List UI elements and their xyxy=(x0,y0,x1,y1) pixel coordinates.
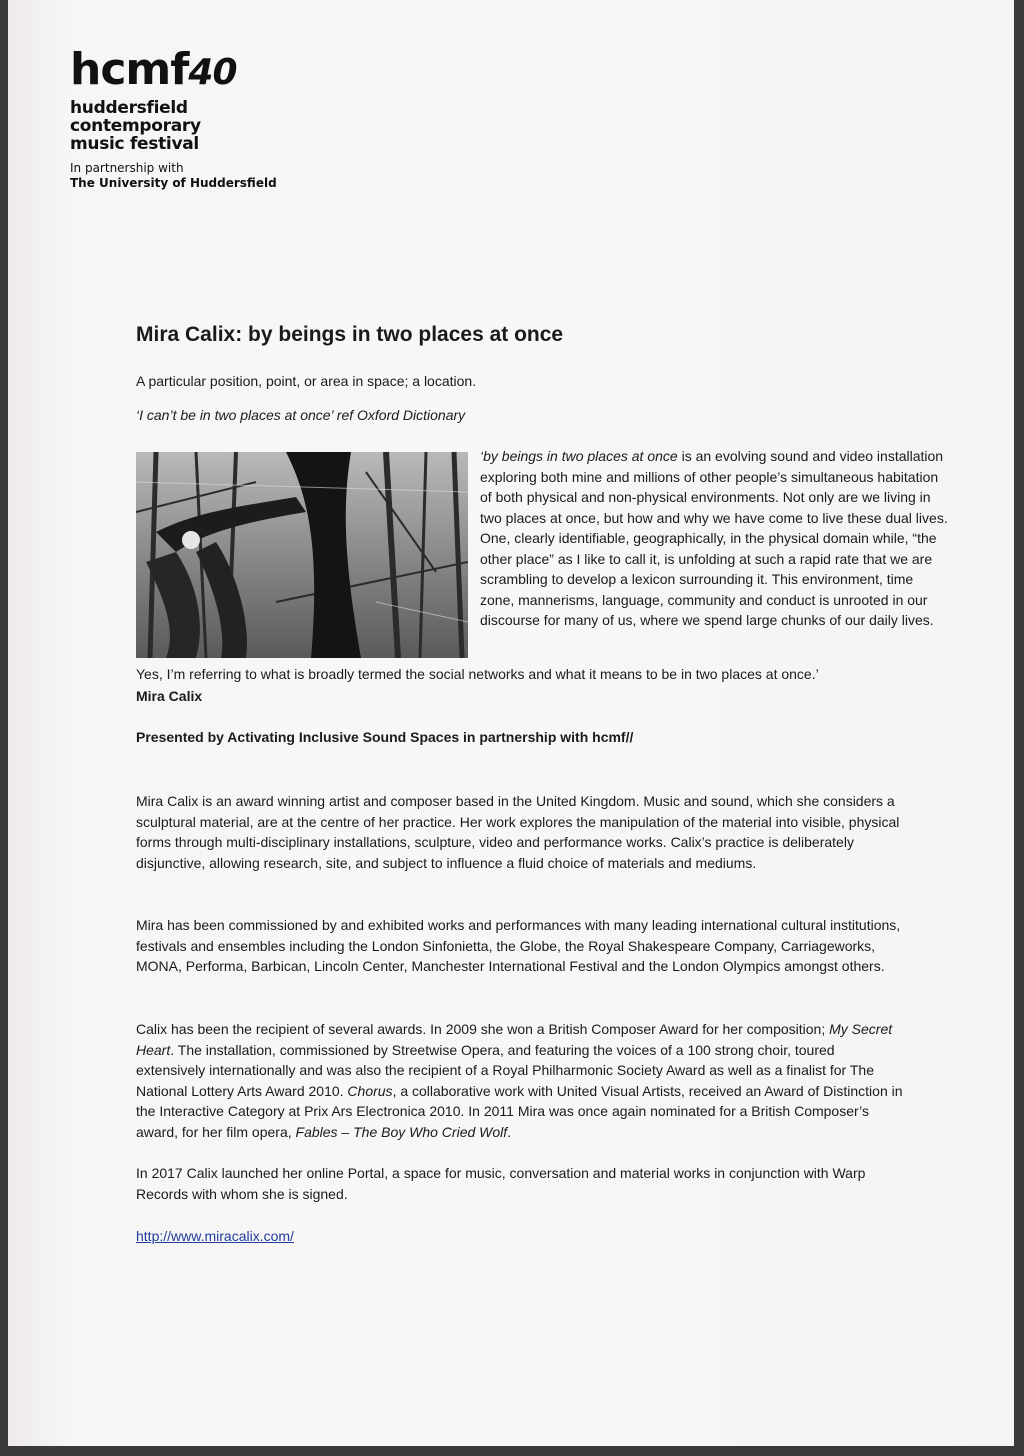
logo-line-2: contemporary xyxy=(70,116,201,136)
dictionary-quote xyxy=(136,405,465,426)
installation-description xyxy=(480,446,950,631)
partnership-prefix: In partnership with xyxy=(70,161,184,175)
printed-page xyxy=(8,0,1014,1446)
bio-paragraph-4: In 2017 Calix launched her online Portal, a space for music, conversation and material works in conjunction with Warp Records with whom she is signed. xyxy=(136,1165,866,1202)
logo-number: 40 xyxy=(188,52,237,93)
forest-photo-image xyxy=(136,452,468,658)
definition-text: A particular position, point, or area in space; a location. xyxy=(136,373,477,389)
bio-paragraph-2: Mira has been commissioned by and exhibited works and performances with many leading international cultural institutions, festivals and ensembles including the London Sinfonietta, the Globe, the Royal Shakespeare Company, Carriageworks, MONA, Performa, Barbican, Lincoln Center, Manchester International Festival and the London Olympics amongst others. xyxy=(136,917,901,974)
description-conclusion: Yes, I’m referring to what is broadly termed the social networks and what it means to be in two places at once.’ xyxy=(136,666,819,682)
bio3-text-c: , a collaborative work with United Visual Artists, received an Award of Distinction in the Interactive Category at Prix Ars Electronica 2010. In 2011 Mira was once again nominated for a British Composer’s award, for her film opera, xyxy=(136,1082,903,1140)
bio-paragraph-3 xyxy=(136,1019,906,1142)
logo-line-3: music festival xyxy=(70,134,199,154)
hcmf-logo xyxy=(70,44,277,191)
work-title-fables: Fables – The Boy Who Cried Wolf xyxy=(295,1123,508,1140)
website-link[interactable]: http://www.miracalix.com/ xyxy=(136,1228,294,1244)
bio-paragraph-1: Mira Calix is an award winning artist and composer based in the United Kingdom. Music and sound, which she considers a sculptural material, are at the centre of her practice. Her work explores the manipulation of the material into visible, physical forms through multi-disciplinary installations, sculpture, video and performance works. Calix’s practice is deliberately disjunctive, allowing research, site, and subject to influence a fluid choice of materials and mediums. xyxy=(136,793,900,871)
partnership-note xyxy=(70,161,277,191)
quote-text: ‘I can’t be in two places at once’ ref xyxy=(136,407,354,423)
article-title: Mira Calix: by beings in two places at once xyxy=(136,323,564,346)
partner-name: The University of Huddersfield xyxy=(70,176,277,190)
bio3-text-a: Calix has been the recipient of several awards. In 2009 she won a British Composer Award for her composition; xyxy=(136,1021,830,1037)
work-title-my-secret-heart: My Secret Heart xyxy=(136,1021,893,1058)
logo-word: hcmf xyxy=(70,44,189,95)
quote-source: Oxford Dictionary xyxy=(357,407,466,423)
installation-photo xyxy=(136,452,468,658)
bio3-text-b: . The installation, commissioned by Streetwise Opera, and featuring the voices of a 100 strong choir, toured extensively internationally and was also the recipient of a Royal Philharmonic Society Award as well as a finalist for The National Lottery Arts Award 2010. xyxy=(136,1041,874,1099)
work-title-chorus: Chorus xyxy=(347,1082,393,1099)
quote-author: Mira Calix xyxy=(136,688,203,704)
logo-wordmark xyxy=(70,44,277,95)
logo-festival-name xyxy=(70,99,277,153)
bio3-text-d: . xyxy=(507,1123,512,1140)
presented-by: Presented by Activating Inclusive Sound Spaces in partnership with hcmf// xyxy=(136,729,634,745)
logo-line-1: huddersfield xyxy=(70,98,188,118)
description-body: is an evolving sound and video installation exploring both mine and millions of other people’s simultaneous habitation of both physical and non-physical environments. Not only are we living in two places at once, but how and why we have come to live these dual lives. One, clearly identifiable, geographically, in the physical domain while, “the other place” as I like to call it, is unfolding at such a rapid rate that we are scrambling to develop a lexicon surrounding it. This environment, time zone, mannerisms, language, community and conduct is unrooted in our discourse for many of us, where we spend large chunks of our daily lives. xyxy=(480,448,948,628)
description-work-title: ‘by beings in two places at once xyxy=(480,448,678,464)
